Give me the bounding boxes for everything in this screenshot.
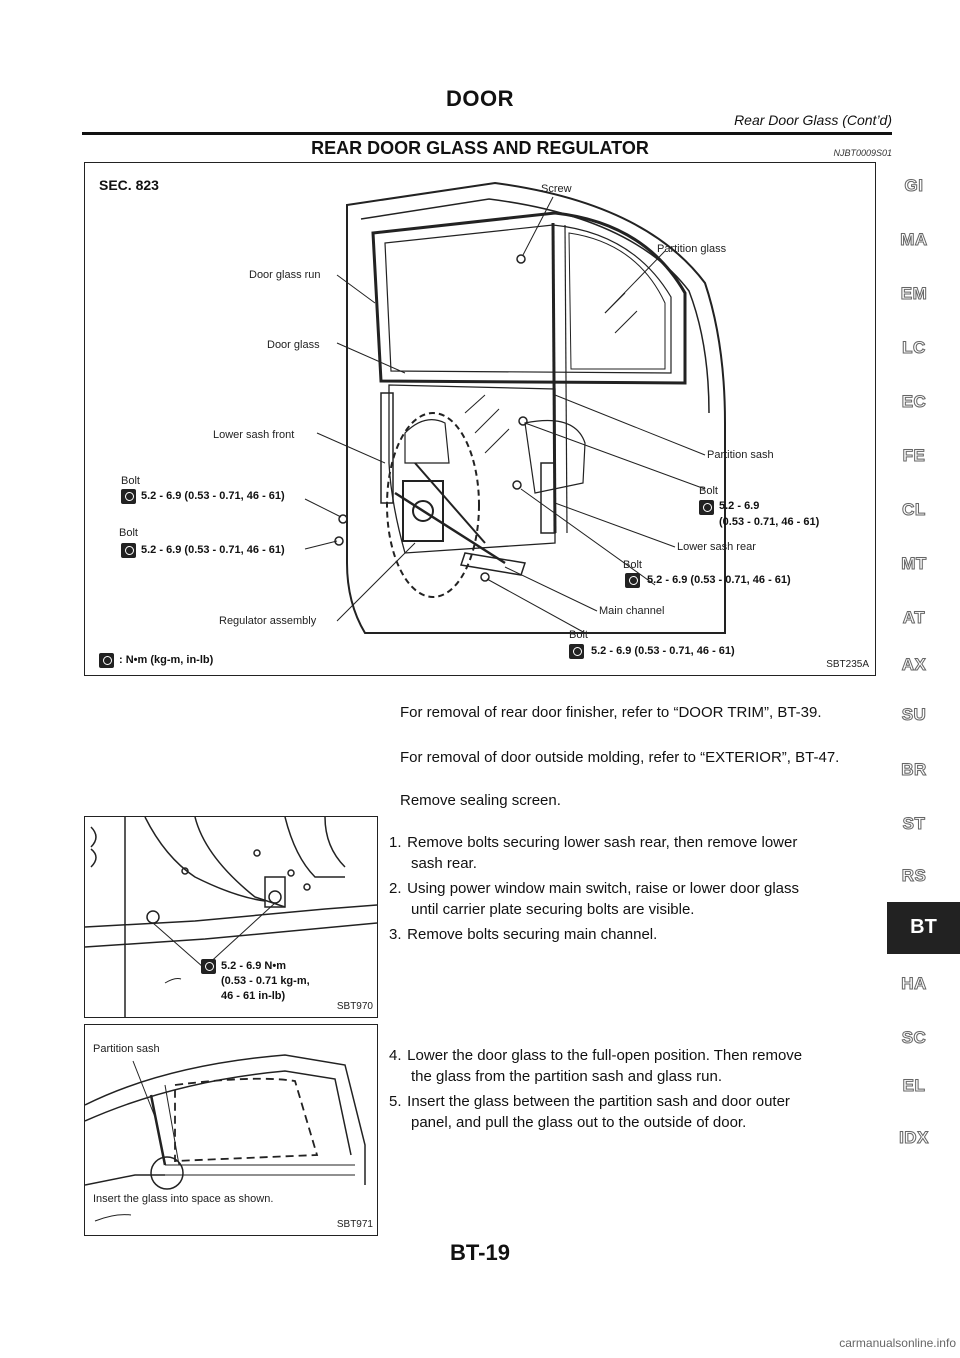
step-3: 3. Remove bolts securing main channel.	[389, 926, 658, 943]
tab-idx[interactable]: IDX	[899, 1128, 929, 1147]
figure-code: SBT971	[336, 1219, 373, 1230]
torque-value-1: 5.2 - 6.9 (0.53 - 0.71, 46 - 61)	[141, 490, 285, 502]
step-2: 2. Using power window main switch, raise or lower door glass until carrier plate securing bolts are visible.	[389, 880, 799, 918]
label-bolt-3: Bolt	[699, 485, 718, 497]
section-title: REAR DOOR GLASS AND REGULATOR	[311, 138, 649, 158]
torque-icon	[99, 653, 114, 668]
label-main-channel: Main channel	[599, 605, 665, 617]
tab-lc[interactable]: LC	[902, 338, 926, 357]
torque-value-5: 5.2 - 6.9 (0.53 - 0.71, 46 - 61)	[591, 645, 735, 657]
tab-br[interactable]: BR	[901, 760, 927, 779]
torque-icon	[121, 543, 136, 558]
figure-caption: Insert the glass into space as shown.	[93, 1193, 274, 1205]
tab-ec[interactable]: EC	[901, 392, 927, 411]
footer-url: carmanualsonline.info	[839, 1336, 956, 1350]
label-lower-sash-rear: Lower sash rear	[677, 541, 756, 553]
figure-door-glass-regulator	[84, 162, 876, 676]
label-bolt-1: Bolt	[121, 475, 140, 487]
torque-icon	[121, 489, 136, 504]
label-bolt-5: Bolt	[569, 629, 588, 641]
torque-icon	[569, 644, 584, 659]
tab-gi[interactable]: GI	[904, 176, 924, 195]
label-partition-glass: Partition glass	[657, 243, 727, 255]
tab-el[interactable]: EL	[902, 1076, 926, 1095]
tab-st[interactable]: ST	[902, 814, 926, 833]
torque-line-1: 5.2 - 6.9 N•m	[221, 960, 286, 972]
label-partition-sash: Partition sash	[707, 449, 774, 461]
tab-sc[interactable]: SC	[901, 1028, 927, 1047]
page-number: BT-19	[450, 1240, 510, 1265]
torque-icon	[625, 573, 640, 588]
tab-rs[interactable]: RS	[901, 866, 927, 885]
page-subtitle: Rear Door Glass (Cont’d)	[734, 112, 892, 128]
intro-paragraph-2: For removal of door outside molding, refer to “EXTERIOR”, BT-47.	[400, 749, 840, 766]
label-lower-sash-front: Lower sash front	[213, 429, 295, 441]
tab-su[interactable]: SU	[901, 705, 927, 724]
label-door-glass: Door glass	[267, 339, 320, 351]
label-bolt-4: Bolt	[623, 559, 642, 571]
step-1: 1. Remove bolts securing lower sash rear, then remove lower sash rear.	[389, 834, 798, 872]
header-rule	[82, 132, 892, 135]
tab-ax[interactable]: AX	[901, 655, 927, 674]
figure-code: SBT970	[336, 1001, 373, 1012]
torque-line-2: (0.53 - 0.71 kg-m,	[221, 975, 310, 987]
figure-lower-sash-bolts	[84, 816, 378, 1018]
intro-paragraph-1: For removal of rear door finisher, refer to “DOOR TRIM”, BT-39.	[400, 704, 822, 721]
figure-partition-sash	[84, 1024, 378, 1236]
label-regulator-assembly: Regulator assembly	[219, 615, 317, 627]
torque-icon	[699, 500, 714, 515]
page-title: DOOR	[446, 86, 514, 111]
tab-fe[interactable]: FE	[902, 446, 926, 465]
figure-code: SBT235A	[826, 659, 869, 670]
torque-value-4: 5.2 - 6.9 (0.53 - 0.71, 46 - 61)	[647, 574, 791, 586]
step-5: 5. Insert the glass between the partition sash and door outer panel, and pull the glass out to the outside of door.	[389, 1093, 790, 1131]
label-screw: Screw	[541, 183, 572, 195]
intro-paragraph-3: Remove sealing screen.	[400, 792, 561, 809]
label-bolt-2: Bolt	[119, 527, 138, 539]
lower-sash-drawing	[85, 817, 377, 1017]
torque-legend: : N•m (kg-m, in-lb)	[119, 654, 214, 666]
section-code: NJBT0009S01	[833, 148, 892, 158]
torque-value-3b: (0.53 - 0.71, 46 - 61)	[719, 516, 820, 528]
torque-line-3: 46 - 61 in-lb)	[221, 990, 286, 1002]
label-door-glass-run: Door glass run	[249, 269, 321, 281]
sec-number: SEC. 823	[99, 177, 159, 193]
tab-cl[interactable]: CL	[902, 500, 926, 519]
torque-icon	[201, 959, 216, 974]
label-partition-sash: Partition sash	[93, 1043, 160, 1055]
tab-ma[interactable]: MA	[900, 230, 928, 249]
tab-mt[interactable]: MT	[901, 554, 927, 573]
tab-bt-active[interactable]: BT	[887, 902, 960, 954]
tab-ha[interactable]: HA	[901, 974, 927, 993]
step-4: 4. Lower the door glass to the full-open position. Then remove the glass from the partition sash and glass run.	[389, 1047, 803, 1085]
torque-value-2: 5.2 - 6.9 (0.53 - 0.71, 46 - 61)	[141, 544, 285, 556]
tab-em[interactable]: EM	[900, 284, 928, 303]
tab-at[interactable]: AT	[902, 608, 926, 627]
torque-value-3a: 5.2 - 6.9	[719, 500, 760, 512]
door-diagram-drawing	[85, 163, 875, 675]
